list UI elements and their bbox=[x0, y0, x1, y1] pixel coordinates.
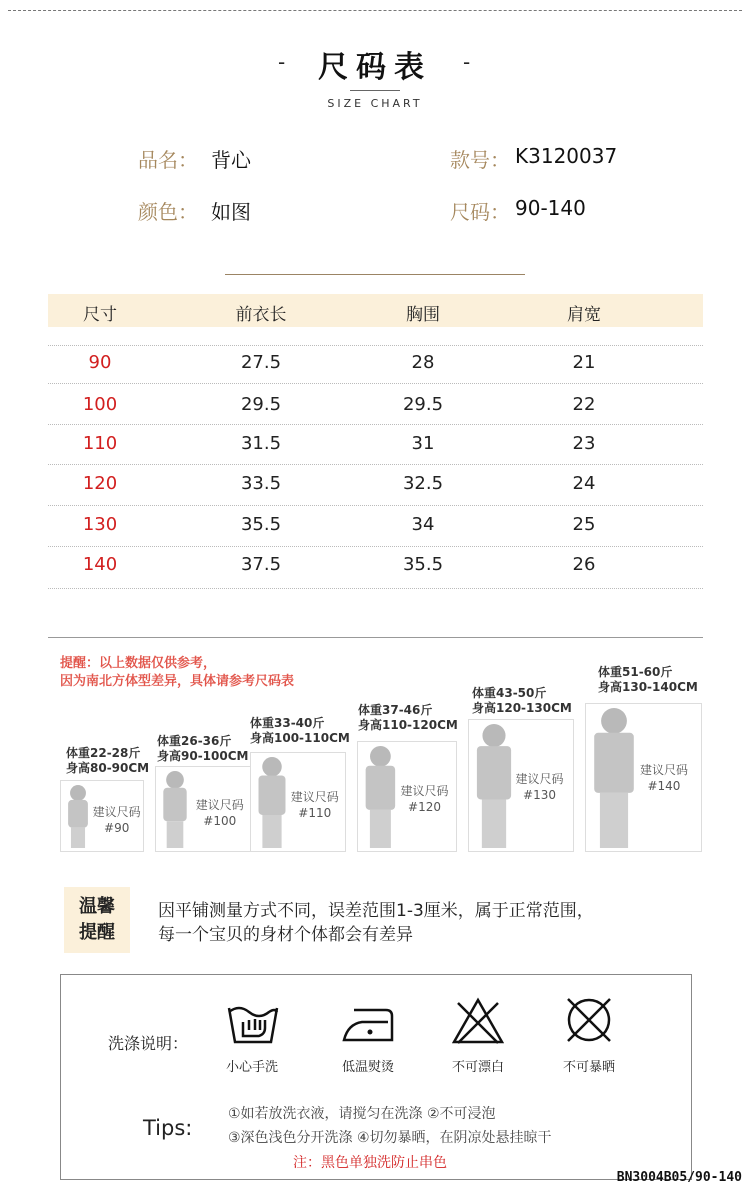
recommended-size bbox=[89, 804, 144, 836]
recommended-size-label: 建议尺码 bbox=[400, 783, 449, 798]
recommended-size bbox=[189, 797, 251, 829]
cell-shoulder: 26 bbox=[572, 554, 596, 575]
cell-shoulder: 23 bbox=[572, 433, 596, 454]
cell-size: 130 bbox=[82, 514, 118, 535]
size-range-label: 尺码： bbox=[450, 200, 510, 224]
child-silhouette-icon bbox=[157, 770, 193, 850]
recommended-size-label: 建议尺码 bbox=[290, 790, 339, 804]
recommended-size bbox=[392, 783, 457, 815]
kid-weight: 体重51-60斤 bbox=[598, 665, 673, 679]
no-bleach-icon bbox=[452, 997, 504, 1045]
cell-front-length: 33.5 bbox=[240, 473, 282, 494]
recommended-size-value: #110 bbox=[298, 806, 332, 820]
hand-wash-icon bbox=[225, 1000, 281, 1046]
reminder-line-2: 因为南北方体型差异，具体请参考尺码表 bbox=[60, 674, 295, 689]
reminder-text bbox=[60, 655, 294, 691]
badge-line-2: 提醒 bbox=[79, 922, 115, 943]
header-chest: 胸围 bbox=[406, 305, 440, 325]
no-tumble-dry-icon bbox=[564, 995, 614, 1045]
cell-chest: 32.5 bbox=[402, 473, 444, 494]
cell-size: 110 bbox=[82, 433, 118, 454]
recommended-size-value: #130 bbox=[523, 787, 557, 802]
cell-chest: 31 bbox=[411, 433, 435, 454]
table-row-divider bbox=[48, 424, 703, 425]
cell-shoulder: 25 bbox=[572, 514, 596, 535]
tips-label: Tips: bbox=[143, 1116, 193, 1140]
recommended-size-label: 建议尺码 bbox=[515, 771, 564, 786]
recommended-size-label: 建议尺码 bbox=[195, 797, 244, 812]
cell-front-length: 37.5 bbox=[240, 554, 282, 575]
header-shoulder: 肩宽 bbox=[567, 305, 601, 325]
kid-weight: 体重33-40斤 bbox=[250, 716, 325, 730]
product-name-label: 品名： bbox=[138, 148, 198, 172]
page-title: 尺码表 bbox=[318, 50, 432, 85]
kid-weight: 体重26-36斤 bbox=[157, 734, 232, 748]
style-no-label: 款号： bbox=[450, 148, 510, 172]
header-front-length: 前衣长 bbox=[235, 305, 287, 325]
kid-height: 身高100-110CM bbox=[250, 731, 350, 745]
cell-size: 140 bbox=[82, 554, 118, 575]
size-guide-measurements bbox=[598, 665, 698, 695]
warm-reminder-text bbox=[158, 899, 594, 947]
color-value: 如图 bbox=[211, 200, 251, 224]
recommended-size-label: 建议尺码 bbox=[92, 805, 141, 820]
tips-note: 注：黑色单独洗防止串色 bbox=[293, 1155, 447, 1171]
recommended-size bbox=[284, 789, 346, 821]
warm-reminder-badge bbox=[64, 887, 130, 953]
cell-chest: 29.5 bbox=[402, 394, 444, 415]
cell-front-length: 29.5 bbox=[240, 394, 282, 415]
cell-chest: 28 bbox=[411, 352, 435, 373]
kid-height: 身高130-140CM bbox=[598, 680, 698, 694]
care-label: 洗涤说明： bbox=[108, 1034, 189, 1053]
kid-weight: 体重37-46斤 bbox=[358, 703, 433, 717]
title-dash-left: - bbox=[278, 50, 286, 74]
tips-line-1: ①如若放洗衣液，请搅匀在洗涤 ②不可浸泡 bbox=[228, 1106, 496, 1122]
cell-chest: 35.5 bbox=[402, 554, 444, 575]
size-guide-measurements bbox=[250, 716, 350, 746]
table-row-divider bbox=[48, 546, 703, 547]
table-row-divider bbox=[48, 464, 703, 465]
cell-size: 90 bbox=[88, 352, 112, 373]
recommended-size-label: 建议尺码 bbox=[639, 763, 688, 778]
warm-line-2: 每一个宝贝的身材个体都会有差异 bbox=[158, 925, 413, 945]
care-caption-low-iron: 低温熨烫 bbox=[341, 1060, 394, 1075]
page-subtitle: SIZE CHART bbox=[327, 97, 423, 110]
section-divider bbox=[48, 637, 703, 638]
kid-height: 身高80-90CM bbox=[66, 761, 150, 775]
cell-front-length: 27.5 bbox=[240, 352, 282, 373]
cell-size: 120 bbox=[82, 473, 118, 494]
product-name-value: 背心 bbox=[211, 148, 251, 172]
table-row-divider bbox=[48, 505, 703, 506]
cell-size: 100 bbox=[82, 394, 118, 415]
tips-line-2: ③深色浅色分开洗涤 ④切勿暴晒，在阴凉处悬挂晾干 bbox=[228, 1130, 552, 1146]
cell-shoulder: 21 bbox=[572, 352, 596, 373]
reminder-line-1: 提醒：以上数据仅供参考， bbox=[60, 656, 217, 671]
title-dash-right: - bbox=[463, 50, 471, 74]
header-size: 尺寸 bbox=[83, 305, 117, 325]
badge-line-1: 温馨 bbox=[79, 896, 115, 917]
care-caption-no-sun: 不可暴晒 bbox=[562, 1060, 615, 1075]
title-underline bbox=[350, 90, 400, 91]
size-guide-measurements bbox=[157, 734, 248, 764]
low-iron-icon bbox=[340, 1002, 396, 1044]
size-guide-measurements bbox=[66, 746, 149, 776]
top-dashed-divider bbox=[8, 10, 742, 11]
info-separator bbox=[225, 274, 525, 275]
recommended-size-value: #140 bbox=[647, 779, 681, 794]
product-code: BN3004B05/90-140 bbox=[616, 1170, 742, 1185]
size-guide-measurements bbox=[358, 703, 458, 733]
care-caption-no-bleach: 不可漂白 bbox=[451, 1060, 504, 1075]
kid-height: 身高120-130CM bbox=[472, 701, 572, 715]
recommended-size bbox=[505, 771, 574, 803]
kid-weight: 体重22-28斤 bbox=[66, 746, 141, 760]
size-range-value: 90-140 bbox=[515, 196, 586, 220]
table-row-divider bbox=[48, 345, 703, 346]
size-guide-measurements bbox=[472, 686, 572, 716]
table-row-divider bbox=[48, 588, 703, 589]
care-caption-hand-wash: 小心手洗 bbox=[225, 1060, 278, 1075]
color-label: 颜色： bbox=[138, 200, 198, 224]
kid-height: 身高110-120CM bbox=[358, 718, 458, 732]
cell-chest: 34 bbox=[411, 514, 435, 535]
cell-front-length: 35.5 bbox=[240, 514, 282, 535]
kid-weight: 体重43-50斤 bbox=[472, 686, 547, 700]
recommended-size-value: #90 bbox=[104, 821, 130, 836]
kid-height: 身高90-100CM bbox=[157, 749, 249, 763]
cell-shoulder: 22 bbox=[572, 394, 596, 415]
cell-front-length: 31.5 bbox=[240, 433, 282, 454]
cell-shoulder: 24 bbox=[572, 473, 596, 494]
recommended-size bbox=[626, 762, 702, 794]
table-row-divider bbox=[48, 383, 703, 384]
recommended-size-value: #100 bbox=[203, 813, 237, 828]
style-no-value: K3120037 bbox=[515, 144, 618, 168]
recommended-size-value: #120 bbox=[408, 799, 441, 814]
warm-line-1: 因平铺测量方式不同，误差范围1-3厘米，属于正常范围， bbox=[158, 901, 594, 921]
